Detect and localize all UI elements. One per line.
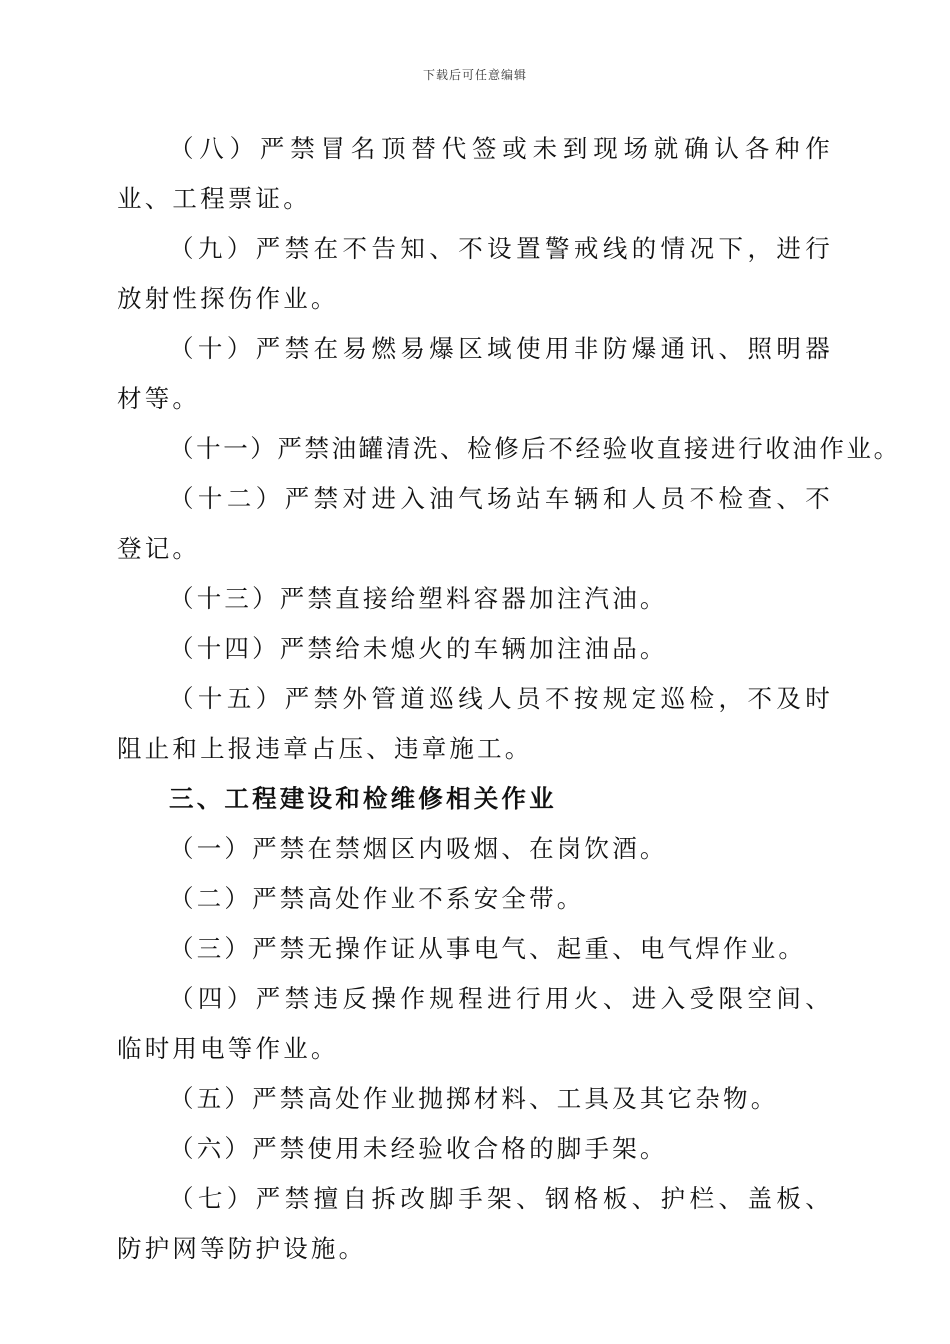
- paragraph-item-12: （十二）严禁对进入油气场站车辆和人员不检查、不登记。: [117, 484, 833, 563]
- page-header-note: 下载后可任意编辑: [422, 68, 527, 82]
- paragraph-item-8: （八）严禁冒名顶替代签或未到现场就确认各种作业、工程票证。: [117, 134, 833, 213]
- paragraph-item-10: （十）严禁在易燃易爆区域使用非防爆通讯、照明器材等。: [117, 334, 833, 413]
- section-item-3: （三）严禁无操作证从事电气、起重、电气焊作业。: [169, 934, 807, 963]
- section-item-7: （七）严禁擅自拆改脚手架、钢格板、护栏、盖板、防护网等防护设施。: [117, 1184, 833, 1263]
- paragraph-item-11: （十一）严禁油罐清洗、检修后不经验收直接进行收油作业。: [169, 434, 901, 463]
- section-item-5: （五）严禁高处作业抛掷材料、工具及其它杂物。: [169, 1084, 779, 1113]
- section-item-1: （一）严禁在禁烟区内吸烟、在岗饮酒。: [169, 834, 668, 863]
- section-item-6: （六）严禁使用未经验收合格的脚手架。: [169, 1134, 668, 1163]
- section-item-4: （四）严禁违反操作规程进行用火、进入受限空间、临时用电等作业。: [117, 984, 833, 1063]
- document-body: [117, 124, 901, 1274]
- paragraph-item-15: （十五）严禁外管道巡线人员不按规定巡检，不及时阻止和上报违章占压、违章施工。: [117, 684, 833, 763]
- paragraph-item-9: （九）严禁在不告知、不设置警戒线的情况下，进行放射性探伤作业。: [117, 234, 833, 313]
- section-heading: 三、工程建设和检维修相关作业: [169, 784, 557, 813]
- paragraph-item-14: （十四）严禁给未熄火的车辆加注油品。: [169, 634, 668, 663]
- paragraph-item-13: （十三）严禁直接给塑料容器加注汽油。: [169, 584, 668, 613]
- section-item-2: （二）严禁高处作业不系安全带。: [169, 884, 585, 913]
